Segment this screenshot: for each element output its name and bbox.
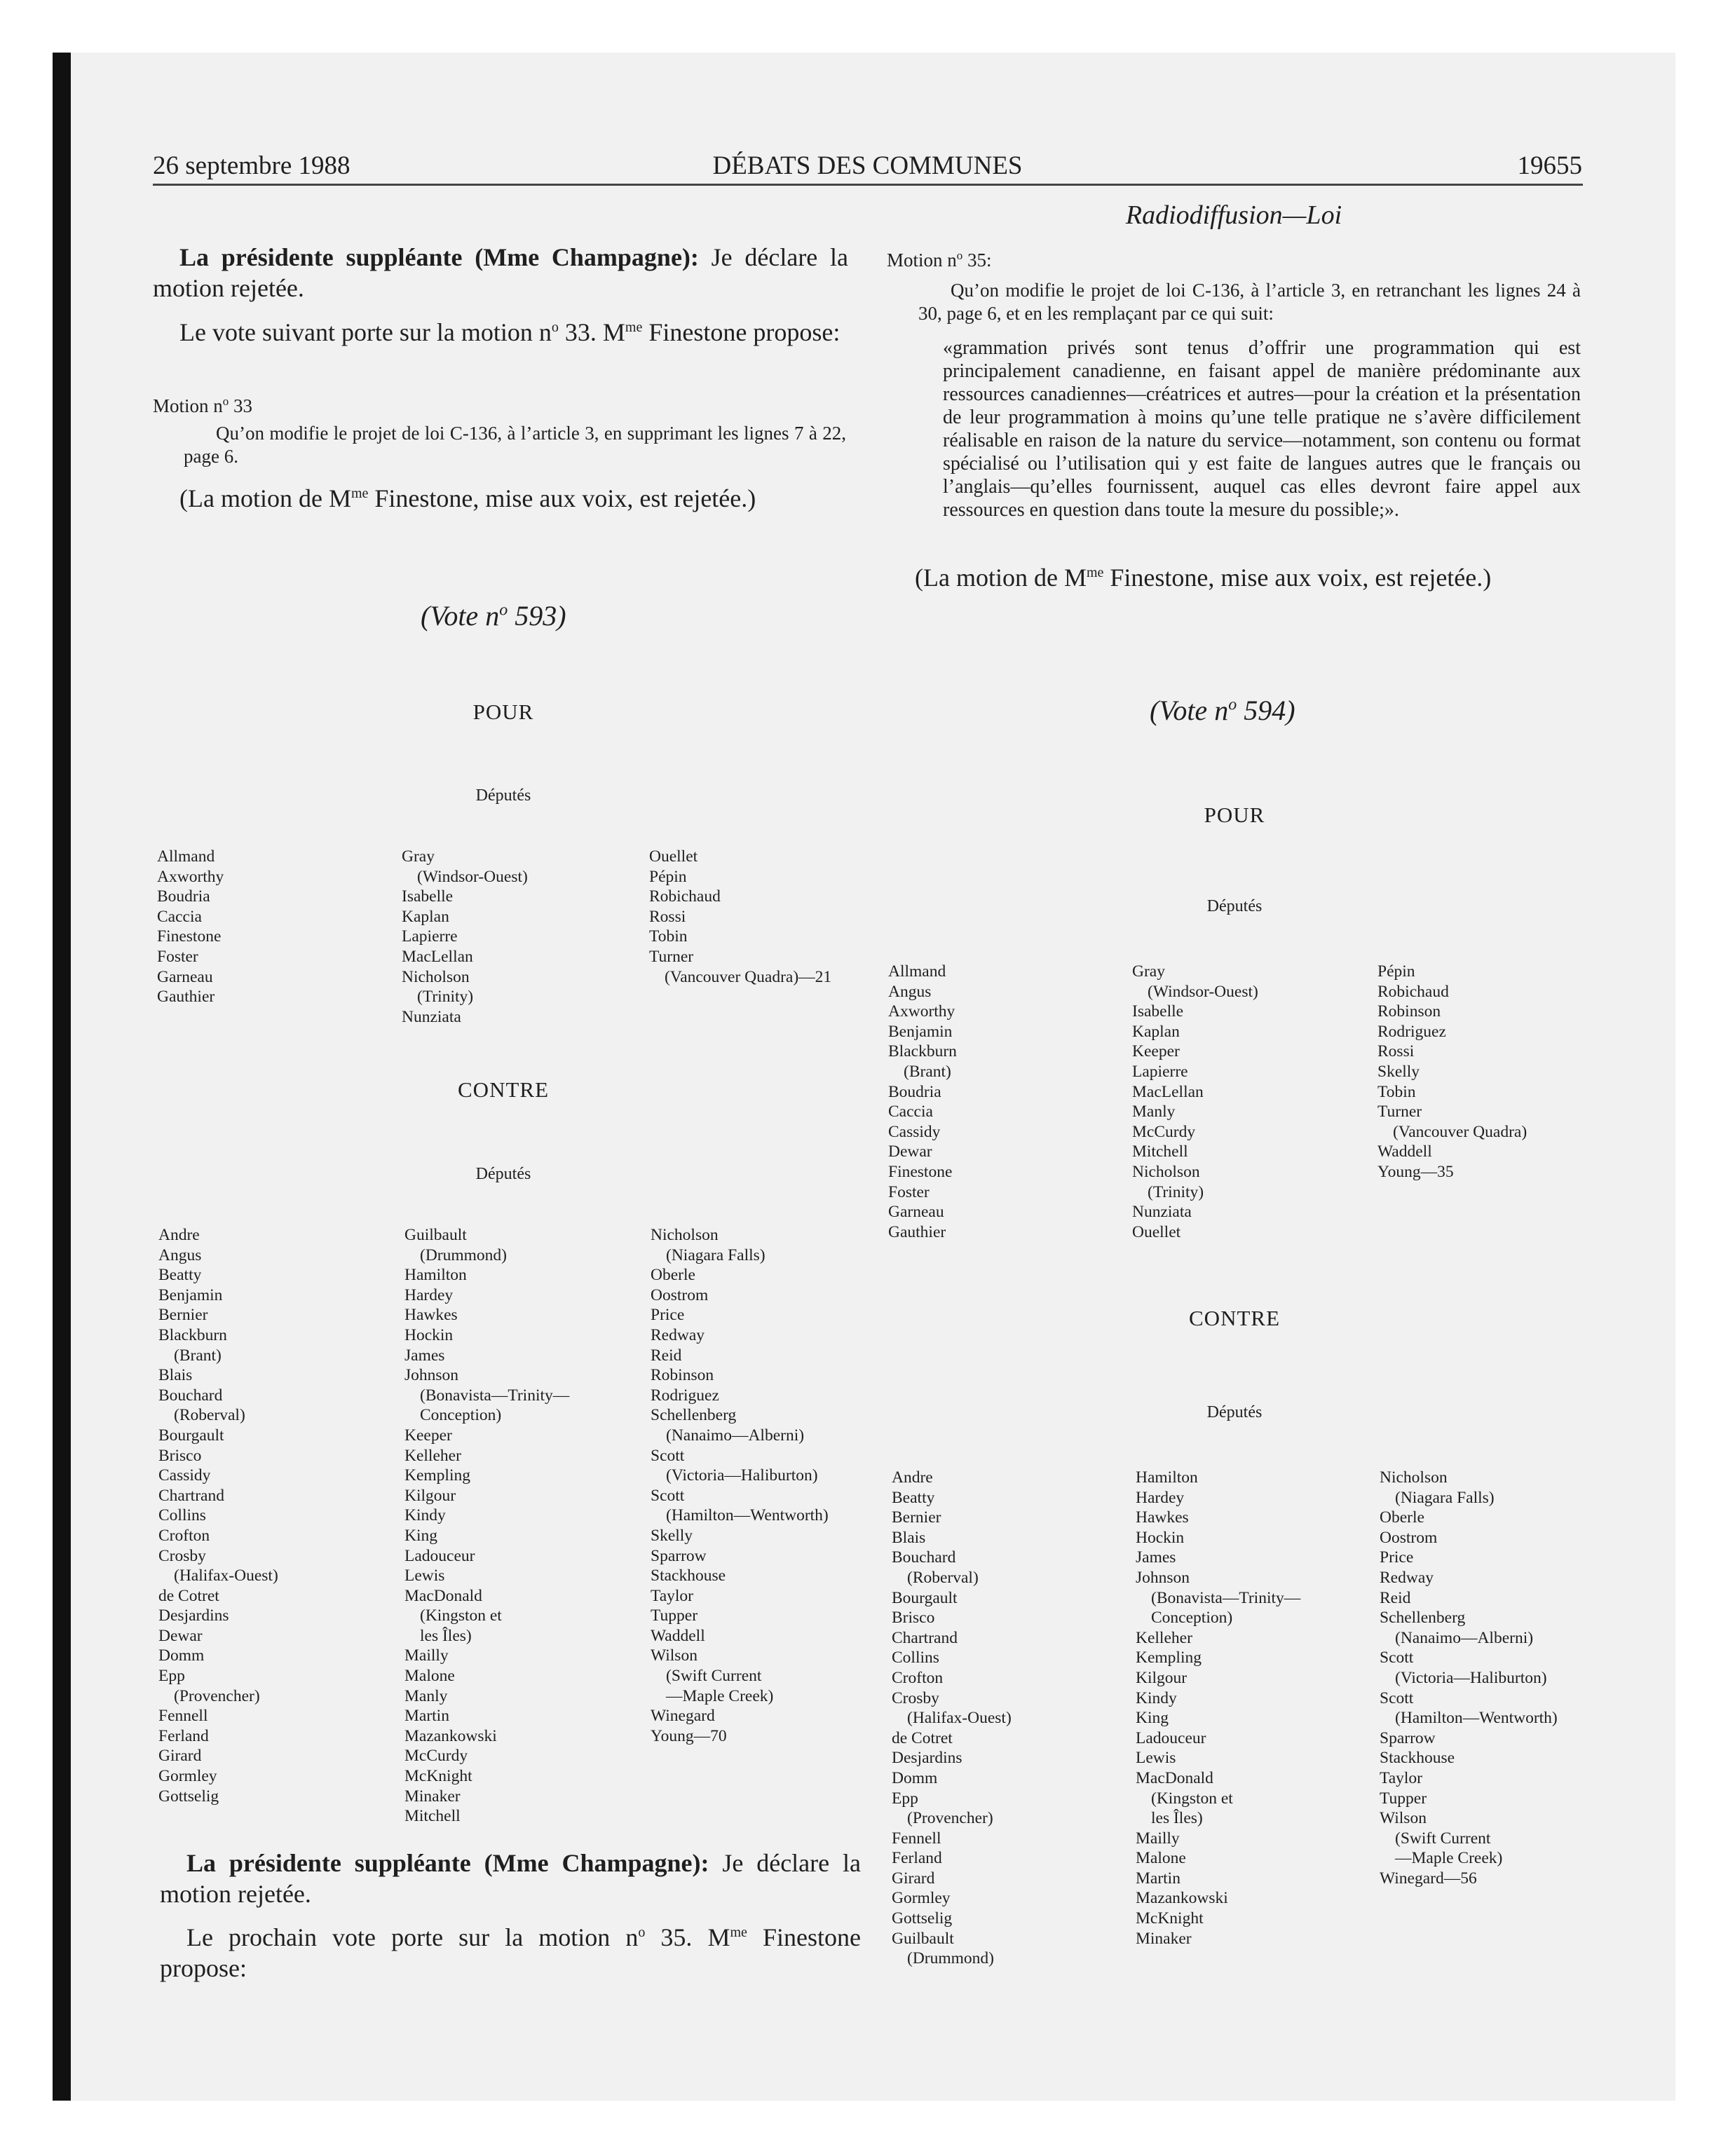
vote-593-heading <box>421 599 566 632</box>
vote-594-contre-deputes: Députés <box>1206 1403 1263 1421</box>
member-name: Pépin <box>1377 962 1415 981</box>
member-name: Price <box>651 1306 685 1325</box>
vote-594-contre-col-2 <box>1136 1468 1300 1949</box>
member-name: Boudria <box>888 1082 941 1101</box>
member-name: James <box>1136 1548 1176 1567</box>
vote-594-contre-heading: CONTRE <box>1189 1306 1280 1330</box>
member-name: Hardey <box>404 1285 454 1304</box>
right-motion-result <box>887 557 1582 593</box>
member-name: (Brant) <box>904 1062 951 1081</box>
member-name: Hawkes <box>1136 1508 1189 1527</box>
left-motion-result <box>153 478 848 514</box>
member-name: Manly <box>404 1686 448 1705</box>
header-title: DÉBATS DES COMMUNES <box>712 151 1023 180</box>
member-name: Turner <box>649 947 694 966</box>
member-name: Benjamin <box>888 1022 953 1041</box>
member-name: Gottselig <box>892 1909 953 1928</box>
member-name: Bourgault <box>158 1426 224 1445</box>
vote-heading-text: 593) <box>508 600 566 632</box>
member-name: Lewis <box>1136 1749 1176 1768</box>
member-name: de Cotret <box>158 1586 219 1605</box>
member-name: Gormley <box>158 1767 217 1786</box>
member-name: Lapierre <box>1132 1062 1188 1081</box>
member-name: Benjamin <box>158 1285 223 1304</box>
member-name: Kempling <box>1136 1649 1202 1667</box>
vote-593-pour-deputes: Députés <box>475 786 531 805</box>
vote-594-heading <box>1150 694 1295 727</box>
member-name: Crosby <box>892 1688 939 1707</box>
member-name: Girard <box>892 1869 935 1888</box>
member-name: Rossi <box>1377 1042 1415 1061</box>
member-name: (Brant) <box>174 1346 222 1365</box>
member-name: —Maple Creek) <box>666 1686 774 1705</box>
member-name: Taylor <box>1380 1768 1422 1787</box>
member-name: (Provencher) <box>174 1686 260 1705</box>
member-name: Nicholson <box>402 967 470 986</box>
member-name: Foster <box>888 1182 930 1201</box>
member-name: Collins <box>158 1506 206 1525</box>
member-name: Andre <box>158 1226 200 1244</box>
member-name: Johnson <box>404 1366 459 1385</box>
superscript: o <box>499 601 508 620</box>
member-name: Beatty <box>158 1266 202 1285</box>
member-name: (Drummond) <box>907 1949 995 1968</box>
member-name: (Windsor-Ouest) <box>417 867 528 886</box>
member-name: (Niagara Falls) <box>666 1246 766 1264</box>
member-name: de Cotret <box>892 1728 953 1747</box>
vote-594-pour-col-3 <box>1377 962 1527 1182</box>
member-name: Crofton <box>892 1668 944 1687</box>
member-name: Mailly <box>1136 1829 1180 1848</box>
member-name: Wilson <box>651 1646 698 1665</box>
member-name: Skelly <box>1377 1062 1420 1081</box>
member-name: Redway <box>1380 1568 1434 1587</box>
vote-594-pour-deputes: Députés <box>1206 897 1263 915</box>
right-motion-label <box>887 244 992 272</box>
member-name: Oostrom <box>651 1285 709 1304</box>
member-name: (Niagara Falls) <box>1395 1488 1495 1507</box>
motion-label-text: Motion n <box>153 395 223 416</box>
member-name: Finestone <box>888 1162 953 1181</box>
member-name: (Kingston et <box>1151 1789 1233 1808</box>
paragraph-text: 33. M <box>558 318 625 346</box>
member-name: Angus <box>888 982 932 1001</box>
member-name: Robichaud <box>1377 982 1449 1001</box>
member-name: Hockin <box>1136 1528 1185 1547</box>
result-text: Finestone, mise aux voix, est rejetée.) <box>1103 564 1492 592</box>
member-name: Reid <box>651 1346 682 1365</box>
right-motion-text: Qu’on modifie le projet de loi C-136, à l’article 3, en retranchant les lignes 24 à 30, page 6, et en les remplaçant par ce qui suit: <box>918 280 1581 324</box>
member-name: les Îles) <box>420 1626 472 1645</box>
member-name: Ladouceur <box>1136 1728 1206 1747</box>
member-name: Tupper <box>1380 1789 1427 1808</box>
member-name: (Bonavista—Trinity— <box>1151 1588 1301 1607</box>
left-motion-label <box>153 390 252 418</box>
member-name: Epp <box>158 1667 185 1686</box>
member-name: McCurdy <box>404 1747 468 1766</box>
member-name: Tobin <box>1377 1082 1416 1101</box>
member-name: Foster <box>157 947 198 966</box>
member-name: Crosby <box>158 1546 206 1565</box>
left-paragraph-2 <box>153 312 848 348</box>
member-name: Lewis <box>404 1567 445 1585</box>
member-name: Isabelle <box>402 887 454 906</box>
member-name: Scott <box>651 1446 685 1465</box>
member-name: Bourgault <box>892 1588 958 1607</box>
member-name: Rodriguez <box>651 1386 719 1405</box>
member-name: Kelleher <box>1136 1628 1192 1647</box>
member-name: Bernier <box>158 1306 208 1325</box>
member-name: Allmand <box>157 847 215 866</box>
member-name: Boudria <box>157 887 210 906</box>
member-name: McKnight <box>1136 1909 1204 1928</box>
result-text: (La motion de M <box>179 484 351 512</box>
member-name: Scott <box>1380 1688 1414 1707</box>
right-motion-quote: «grammation privés sont tenus d’offrir une programmation qui est principalement canadienne, en faisant appel de manière prédominante aux ressources canadiennes—créatrices et autres—pour la création et la présentation de leur programmation à moins qu’une telle pratique ne s’avère difficilement réalisable en raison de la nature du service—notamment, son contenu ou format spécialisé ou l’utilisation qui y est faite de langues autres que le français ou l’anglais—qu’elles fournissent, auquel cas elles devront faire appel aux ressources en question dans toute la mesure du possible;». <box>943 337 1581 521</box>
member-name: Epp <box>892 1789 918 1808</box>
paragraph-text: Le prochain vote porte sur la motion n <box>186 1923 639 1951</box>
member-name: Gormley <box>892 1889 951 1908</box>
member-name: MacLellan <box>402 947 473 966</box>
paragraph-text: Finestone propose: <box>160 1923 861 1982</box>
member-name: Sparrow <box>1380 1728 1436 1747</box>
member-name: (Provencher) <box>907 1809 993 1828</box>
member-name: Young—70 <box>651 1726 727 1745</box>
member-name: Winegard—56 <box>1380 1869 1477 1888</box>
motion-number: 35: <box>962 250 992 271</box>
member-name: Scott <box>651 1486 685 1505</box>
superscript: me <box>1086 565 1104 580</box>
member-name: Finestone <box>157 927 222 946</box>
member-name: (Nanaimo—Alberni) <box>666 1426 805 1445</box>
member-name: Collins <box>892 1649 939 1667</box>
member-name: Scott <box>1380 1649 1414 1667</box>
vote-593-contre-heading: CONTRE <box>458 1077 549 1102</box>
member-name: Hardey <box>1136 1488 1185 1507</box>
member-name: Minaker <box>404 1787 461 1806</box>
member-name: Schellenberg <box>1380 1609 1466 1628</box>
member-name: Hockin <box>404 1325 454 1344</box>
member-name: Lapierre <box>402 927 458 946</box>
superscript: me <box>730 1925 747 1940</box>
member-name: Beatty <box>892 1488 935 1507</box>
member-name: McCurdy <box>1132 1122 1196 1141</box>
motion-label-text: Motion n <box>887 250 957 271</box>
superscript: o <box>956 249 963 262</box>
member-name: (Vancouver Quadra) <box>1393 1122 1528 1141</box>
member-name: (Bonavista—Trinity— <box>420 1386 570 1405</box>
scan-edge <box>53 53 71 2101</box>
member-name: Hawkes <box>404 1306 458 1325</box>
member-name: Pépin <box>649 867 687 886</box>
member-name: (Trinity) <box>1148 1182 1204 1201</box>
member-name: Ladouceur <box>404 1546 475 1565</box>
member-name: Caccia <box>888 1103 933 1121</box>
vote-593-contre-col-3 <box>651 1225 829 1746</box>
member-name: (Roberval) <box>907 1568 979 1587</box>
header-rule <box>153 184 1583 186</box>
member-name: Isabelle <box>1132 1002 1184 1021</box>
member-name: (Swift Current <box>1395 1829 1491 1848</box>
member-name: Ferland <box>892 1849 942 1868</box>
member-name: Fennell <box>892 1829 941 1848</box>
member-name: Turner <box>1377 1103 1422 1121</box>
member-name: Bouchard <box>158 1386 223 1405</box>
member-name: (Vancouver Quadra)—21 <box>665 967 832 986</box>
member-name: Martin <box>1136 1869 1181 1888</box>
member-name: Keeper <box>404 1426 452 1445</box>
member-name: Garneau <box>888 1203 944 1222</box>
member-name: (Swift Current <box>666 1667 762 1686</box>
member-name: Bernier <box>892 1508 941 1527</box>
member-name: Reid <box>1380 1588 1411 1607</box>
member-name: Mazankowski <box>404 1726 497 1745</box>
left-paragraph-4 <box>160 1917 861 1984</box>
member-name: Sparrow <box>651 1546 707 1565</box>
member-name: Mazankowski <box>1136 1889 1228 1908</box>
speaker-name: La présidente suppléante (Mme Champagne): <box>186 1849 709 1877</box>
superscript: me <box>351 486 369 501</box>
member-name: —Maple Creek) <box>1395 1849 1503 1868</box>
member-name: Blackburn <box>888 1042 957 1061</box>
member-name: Gray <box>1132 962 1165 981</box>
member-name: Nicholson <box>651 1226 719 1244</box>
member-name: Gottselig <box>158 1787 219 1806</box>
header-page-number: 19655 <box>1517 151 1582 180</box>
member-name: Kindy <box>404 1506 446 1525</box>
member-name: (Kingston et <box>420 1606 502 1625</box>
member-name: Oberle <box>1380 1508 1424 1527</box>
running-title: Radiodiffusion—Loi <box>1125 200 1342 230</box>
member-name: Nunziata <box>1132 1203 1192 1222</box>
member-name: Waddell <box>651 1626 705 1645</box>
vote-heading-text: (Vote n <box>1150 695 1229 726</box>
member-name: Young—35 <box>1377 1162 1454 1181</box>
member-name: Robinson <box>651 1366 714 1385</box>
member-name: Redway <box>651 1325 705 1344</box>
member-name: Girard <box>158 1747 202 1766</box>
member-name: Price <box>1380 1548 1414 1567</box>
member-name: Brisco <box>158 1446 202 1465</box>
vote-heading-text: (Vote n <box>421 600 500 632</box>
member-name: Wilson <box>1380 1809 1427 1828</box>
member-name: McKnight <box>404 1767 472 1786</box>
member-name: Oberle <box>651 1266 695 1285</box>
member-name: Blais <box>892 1528 926 1547</box>
member-name: Schellenberg <box>651 1406 737 1425</box>
member-name: King <box>404 1526 437 1545</box>
member-name: Mailly <box>404 1646 449 1665</box>
member-name: Brisco <box>892 1609 935 1628</box>
left-motion-text: Qu’on modifie le projet de loi C-136, à l’article 3, en supprimant les lignes 7 à 22, page 6. <box>184 423 846 467</box>
member-name: Ferland <box>158 1726 209 1745</box>
member-name: MacDonald <box>1136 1768 1213 1787</box>
member-name: Taylor <box>651 1586 693 1605</box>
member-name: Stackhouse <box>1380 1749 1455 1768</box>
member-name: Hamilton <box>1136 1468 1198 1487</box>
member-name: Conception) <box>420 1406 502 1425</box>
member-name: Stackhouse <box>651 1567 726 1585</box>
member-name: Guilbault <box>892 1929 954 1948</box>
member-name: Robichaud <box>649 887 721 906</box>
member-name: Nicholson <box>1132 1162 1200 1181</box>
superscript: o <box>1228 695 1237 714</box>
member-name: Manly <box>1132 1103 1176 1121</box>
left-paragraph-3 <box>160 1848 861 1909</box>
member-name: Conception) <box>1151 1609 1233 1628</box>
member-name: Robinson <box>1377 1002 1441 1021</box>
vote-593-pour-col-2 <box>402 847 528 1027</box>
paragraph-text: Je déclare la motion rejetée. <box>160 1849 861 1908</box>
member-name: Rossi <box>649 907 686 926</box>
member-name: (Hamilton—Wentworth) <box>1395 1709 1558 1728</box>
member-name: Rodriguez <box>1377 1022 1446 1041</box>
vote-594-contre-col-1 <box>892 1468 1012 1969</box>
member-name: (Halifax-Ouest) <box>174 1567 278 1585</box>
member-name: Dewar <box>888 1142 932 1161</box>
paragraph-text: 35. M <box>645 1923 730 1951</box>
member-name: (Nanaimo—Alberni) <box>1395 1628 1534 1647</box>
member-name: Allmand <box>888 962 946 981</box>
member-name: Gray <box>402 847 435 866</box>
member-name: Winegard <box>651 1707 715 1726</box>
superscript: o <box>638 1925 646 1940</box>
member-name: Johnson <box>1136 1568 1190 1587</box>
member-name: Tobin <box>649 927 688 946</box>
member-name: Kilgour <box>1136 1668 1188 1687</box>
member-name: Minaker <box>1136 1929 1192 1948</box>
member-name: Malone <box>404 1667 455 1686</box>
member-name: (Hamilton—Wentworth) <box>666 1506 829 1525</box>
superscript: o <box>222 395 229 408</box>
member-name: Domm <box>892 1768 938 1787</box>
member-name: Waddell <box>1377 1142 1432 1161</box>
member-name: Crofton <box>158 1526 210 1545</box>
vote-594-pour-col-1 <box>888 962 957 1242</box>
member-name: Dewar <box>158 1626 203 1645</box>
member-name: Garneau <box>157 967 213 986</box>
member-name: James <box>404 1346 445 1365</box>
member-name: Ouellet <box>649 847 698 866</box>
member-name: Gauthier <box>888 1222 946 1241</box>
member-name: Kaplan <box>402 907 449 926</box>
vote-594-pour-heading: POUR <box>1204 803 1265 827</box>
member-name: les Îles) <box>1151 1809 1203 1828</box>
vote-593-contre-deputes: Députés <box>475 1165 531 1183</box>
superscript: o <box>551 320 559 335</box>
member-name: Hamilton <box>404 1266 467 1285</box>
paragraph-text: Le vote suivant porte sur la motion n <box>179 318 552 346</box>
member-name: Kempling <box>404 1466 470 1485</box>
vote-594-pour-col-2 <box>1132 962 1258 1242</box>
member-name: Martin <box>404 1707 449 1726</box>
member-name: Andre <box>892 1468 933 1487</box>
member-name: Fennell <box>158 1707 208 1726</box>
paragraph-text: Finestone propose: <box>642 318 841 346</box>
member-name: MacLellan <box>1132 1082 1204 1101</box>
member-name: Malone <box>1136 1849 1186 1868</box>
result-text: (La motion de M <box>915 564 1087 592</box>
member-name: Bouchard <box>892 1548 956 1567</box>
member-name: Keeper <box>1132 1042 1180 1061</box>
member-name: (Victoria—Haliburton) <box>666 1466 818 1485</box>
member-name: Nunziata <box>402 1007 461 1026</box>
member-name: MacDonald <box>404 1586 482 1605</box>
vote-593-pour-heading: POUR <box>472 700 534 724</box>
member-name: Ouellet <box>1132 1222 1181 1241</box>
member-name: Axworthy <box>888 1002 955 1021</box>
member-name: Kindy <box>1136 1688 1177 1707</box>
member-name: Chartrand <box>158 1486 224 1505</box>
vote-593-pour-col-1 <box>157 847 224 1007</box>
member-name: Mitchell <box>404 1807 461 1826</box>
paragraph-text: Je déclare la motion rejetée. <box>153 243 848 302</box>
member-name: (Windsor-Ouest) <box>1148 982 1258 1001</box>
header-date: 26 septembre 1988 <box>153 151 351 180</box>
member-name: Kilgour <box>404 1486 456 1505</box>
member-name: Nicholson <box>1380 1468 1448 1487</box>
speaker-name: La présidente suppléante (Mme Champagne): <box>179 243 699 271</box>
vote-593-contre-col-1 <box>158 1225 278 1806</box>
superscript: me <box>625 320 643 335</box>
member-name: Caccia <box>157 907 202 926</box>
member-name: (Roberval) <box>174 1406 245 1425</box>
member-name: Gauthier <box>157 988 215 1007</box>
member-name: Cassidy <box>158 1466 211 1485</box>
result-text: Finestone, mise aux voix, est rejetée.) <box>368 484 756 512</box>
member-name: Domm <box>158 1646 205 1665</box>
member-name: Desjardins <box>158 1606 229 1625</box>
member-name: Blais <box>158 1366 193 1385</box>
member-name: (Drummond) <box>420 1246 508 1264</box>
member-name: Guilbault <box>404 1226 467 1244</box>
member-name: King <box>1136 1709 1169 1728</box>
motion-number: 33 <box>229 395 253 416</box>
member-name: Oostrom <box>1380 1528 1438 1547</box>
member-name: (Victoria—Haliburton) <box>1395 1668 1547 1687</box>
member-name: Blackburn <box>158 1325 227 1344</box>
member-name: Chartrand <box>892 1628 958 1647</box>
member-name: Cassidy <box>888 1122 941 1141</box>
left-paragraph-1 <box>153 242 848 303</box>
member-name: Axworthy <box>157 867 224 886</box>
member-name: (Halifax-Ouest) <box>907 1709 1012 1728</box>
vote-heading-text: 594) <box>1237 695 1295 726</box>
member-name: Desjardins <box>892 1749 962 1768</box>
member-name: Kaplan <box>1132 1022 1180 1041</box>
vote-593-pour-col-3 <box>649 847 831 987</box>
member-name: Angus <box>158 1246 202 1264</box>
vote-594-contre-col-3 <box>1380 1468 1558 1888</box>
vote-593-contre-col-2 <box>404 1225 569 1827</box>
member-name: Kelleher <box>404 1446 461 1465</box>
member-name: Tupper <box>651 1606 698 1625</box>
member-name: (Trinity) <box>417 988 474 1007</box>
member-name: Skelly <box>651 1526 693 1545</box>
member-name: Mitchell <box>1132 1142 1188 1161</box>
